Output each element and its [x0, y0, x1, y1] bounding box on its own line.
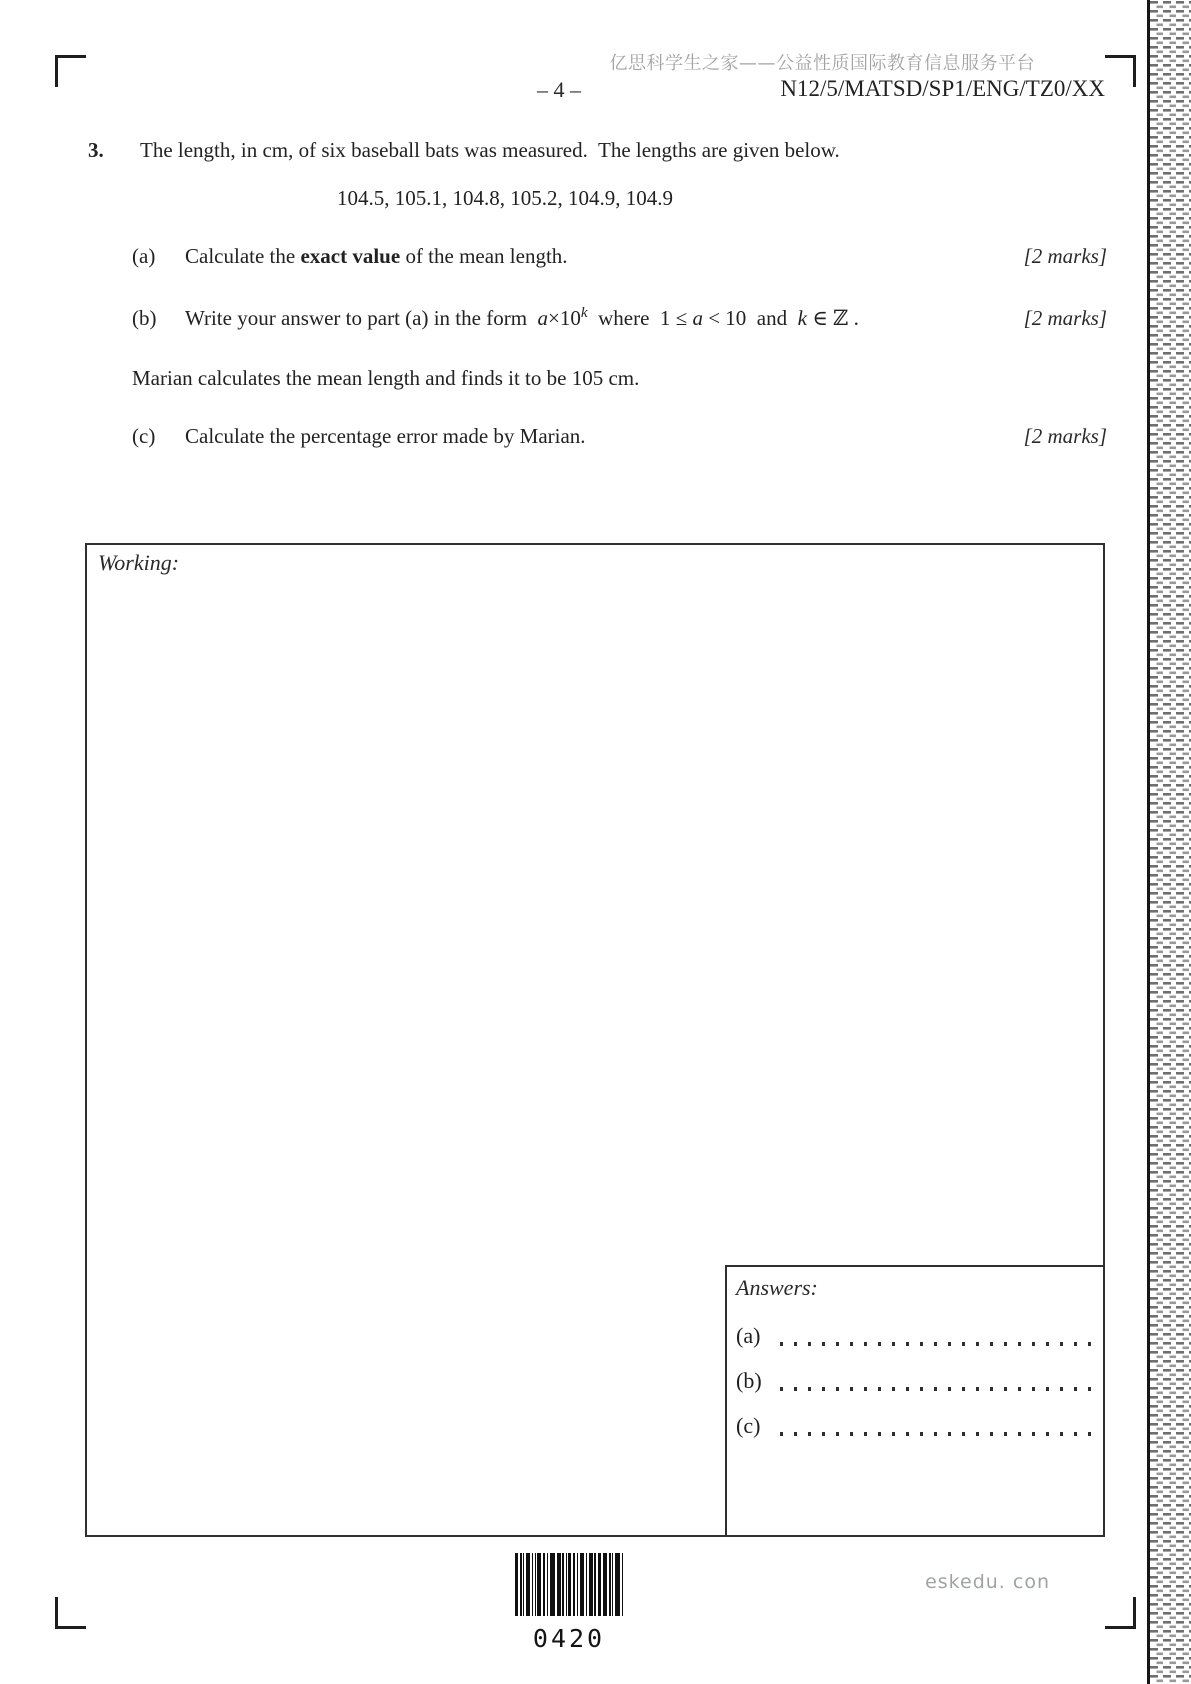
- part-a-marks: [2 marks]: [1023, 244, 1107, 268]
- answer-row-b: [736, 1368, 1091, 1394]
- part-c-text: Calculate the percentage error made by Marian.: [185, 424, 586, 448]
- part-b-marks: [2 marks]: [1023, 306, 1107, 330]
- barcode-block: [515, 1553, 623, 1653]
- barcode-number: 0420: [532, 1624, 606, 1653]
- part-a-label: (a): [132, 244, 156, 268]
- site-banner: 亿思科学生之家——公益性质国际教育信息服务平台: [609, 53, 1035, 74]
- answer-row-a-label: (a): [736, 1323, 761, 1348]
- crop-mark-bottom-left-icon: [55, 1597, 86, 1629]
- answer-row-b-label: (b): [736, 1368, 762, 1393]
- part-a-text: Calculate the exact value of the mean length.: [185, 244, 568, 268]
- part-b-text: Write your answer to part (a) in the form $a\times 10^k$ where 1 ≤ a < 10 and k ∈ ℤ .: [185, 305, 859, 330]
- edge-texture-pattern-icon: [1150, 0, 1191, 1684]
- question-data-values: 104.5, 105.1, 104.8, 105.2, 104.9, 104.9: [337, 186, 673, 210]
- answer-line-a: [780, 1342, 1091, 1346]
- answer-row-a: [736, 1323, 1091, 1349]
- crop-mark-top-right-icon: [1105, 55, 1136, 87]
- crop-mark-top-left-icon: [55, 55, 86, 87]
- part-c-marks: [2 marks]: [1023, 424, 1107, 448]
- answer-line-c: [780, 1432, 1091, 1436]
- working-label: Working:: [98, 550, 180, 575]
- answer-row-c: [736, 1413, 1091, 1439]
- part-c-label: (c): [132, 424, 156, 448]
- answers-label: Answers:: [736, 1275, 818, 1300]
- crop-mark-bottom-right-icon: [1105, 1597, 1136, 1629]
- part-b-label: (b): [132, 306, 157, 330]
- watermark-text: eskedu. con: [925, 1571, 1050, 1593]
- paper-code: N12/5/MATSD/SP1/ENG/TZ0/XX: [780, 76, 1105, 101]
- answer-line-b: [780, 1387, 1091, 1391]
- question-note: Marian calculates the mean length and finds it to be 105 cm.: [132, 366, 640, 390]
- barcode-icon: [515, 1553, 623, 1616]
- page-edge-texture: [1147, 0, 1191, 1684]
- answers-box: [725, 1265, 1105, 1537]
- question-number: 3.: [88, 138, 104, 162]
- answer-row-c-label: (c): [736, 1413, 761, 1438]
- question-intro: The length, in cm, of six baseball bats was measured. The lengths are given below.: [140, 138, 840, 162]
- page-number: – 4 –: [537, 77, 581, 102]
